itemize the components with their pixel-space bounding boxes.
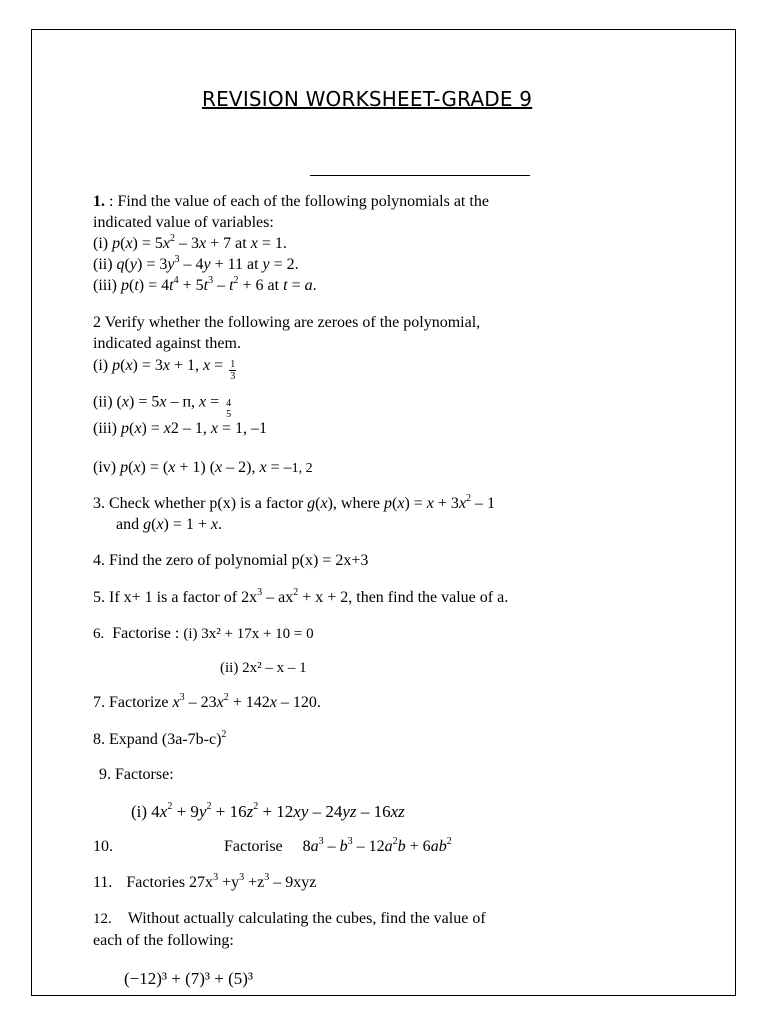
question-6 — [93, 625, 314, 643]
question-2-part-iv: (iv) p(x) = (x + 1) (x – 2), x = –1, 2 — [93, 459, 313, 476]
part-label: (i) — [93, 235, 113, 252]
question-2-part-ii: (ii) (x) = 5x – п, x = 4 5 — [93, 393, 232, 420]
question-10: Factorise $8a^3 - b^3 - 12a^2b + 6ab^2$ — [224, 835, 452, 855]
question-7: 7. Factorize $x^3 - 23x^2 + 142x - 120$. — [93, 691, 321, 711]
fraction-numerator: 1 — [230, 359, 236, 370]
part-label: (iii) — [93, 277, 121, 294]
question-1-line-1 — [93, 193, 489, 211]
question-1-text-1: Find the value of each of the following polynomials at the — [117, 193, 489, 210]
question-11: 11. Factories $27x^3 +y^3 +z^3 - 9xyz$ — [93, 871, 317, 891]
question-2-part-iv-values: 1, 2 — [291, 461, 313, 476]
question-9-expression: (i) $4x^2 + 9y^2 + 16z^2 + 12xy - 24yz - 16xz$ — [131, 801, 405, 821]
question-6-number: 6. — [93, 626, 105, 642]
question-12-expression: (−12)³ + (7)³ + (5)³ — [124, 969, 254, 988]
question-8: 8. Expand $(3a-7b-c)^2$ — [93, 728, 227, 748]
question-3-line-2: and g(x) = 1 + x. — [116, 516, 223, 533]
question-1-part-i: (i) $p(x) = 5x^2 - 3x + 7$ at x = 1. — [93, 232, 287, 252]
question-7-text: 7. Factorize — [93, 694, 173, 711]
question-2-line-1: 2 Verify whether the following are zeroes of the polynomial, — [93, 314, 481, 331]
question-12-line-2: each of the following: — [93, 932, 234, 949]
question-2-part-i: (i) p(x) = 3x + 1, x = $\frac{1}{3}$ — [93, 357, 236, 382]
question-5-text-b: – ax — [262, 589, 294, 606]
fraction-denominator: 3 — [230, 371, 236, 382]
question-1-line-2: indicated value of variables: — [93, 214, 274, 231]
question-1-number: 1. — [93, 193, 105, 210]
question-6-part-i: (i) 3x² + 17x + 10 = 0 — [183, 626, 314, 642]
fraction-denominator: 5 — [226, 409, 232, 420]
question-2-part-iii: (iii) p(x) = x2 – 1, x = 1, –1 — [93, 420, 268, 437]
question-5-text-a: 5. If x+ 1 is a factor of 2x — [93, 589, 258, 606]
question-5: 5. If x+ 1 is a factor of $2x^3 - ax^2 + x + 2$, then find the value of a. — [93, 586, 509, 606]
question-3-text: 3. Check whether p(x) is a factor — [93, 495, 308, 512]
fraction — [225, 398, 232, 420]
question-1-colon: : — [105, 193, 118, 210]
fraction — [229, 359, 236, 382]
part-label: (ii) — [93, 256, 117, 273]
question-12-line-1 — [93, 910, 486, 928]
name-line — [310, 175, 530, 176]
question-1-part-iii: (iii) $p(t) = 4t^4 + 5t^3 - t^2 + 6$ at t = a. — [93, 274, 317, 294]
page-title: REVISION WORKSHEET-GRADE 9 — [202, 87, 533, 111]
question-10-number: 10. — [93, 838, 113, 855]
question-6-part-ii: (ii) 2x² – x – 1 — [220, 660, 307, 676]
question-12-text-1: Without actually calculating the cubes, find the value of — [127, 910, 486, 927]
question-3-text-2: and — [116, 516, 144, 533]
question-8-text: 8. Expand (3a-7b-c) — [93, 731, 222, 748]
question-2-line-2: indicated against them. — [93, 335, 241, 352]
question-6-label: Factorise : — [112, 625, 184, 642]
question-4: 4. Find the zero of polynomial p(x) = 2x+3 — [93, 552, 369, 569]
question-11-label: Factories 27x — [126, 874, 214, 891]
question-9-label: 9. Factorse: — [99, 766, 174, 783]
question-10-label: Factorise — [224, 838, 283, 855]
question-11-number: 11. — [93, 874, 113, 891]
question-5-text-c: + x + 2, then find the value of a. — [298, 589, 509, 606]
question-12-number: 12. — [93, 911, 112, 927]
fraction-numerator: 4 — [226, 398, 232, 409]
question-3-line-1: 3. Check whether p(x) is a factor g(x), where $p(x) = x + 3x^2 - 1$ — [93, 492, 496, 512]
question-1-part-ii: (ii) $q(y) = 3y^3 - 4y + 11$ at y = 2. — [93, 253, 299, 273]
